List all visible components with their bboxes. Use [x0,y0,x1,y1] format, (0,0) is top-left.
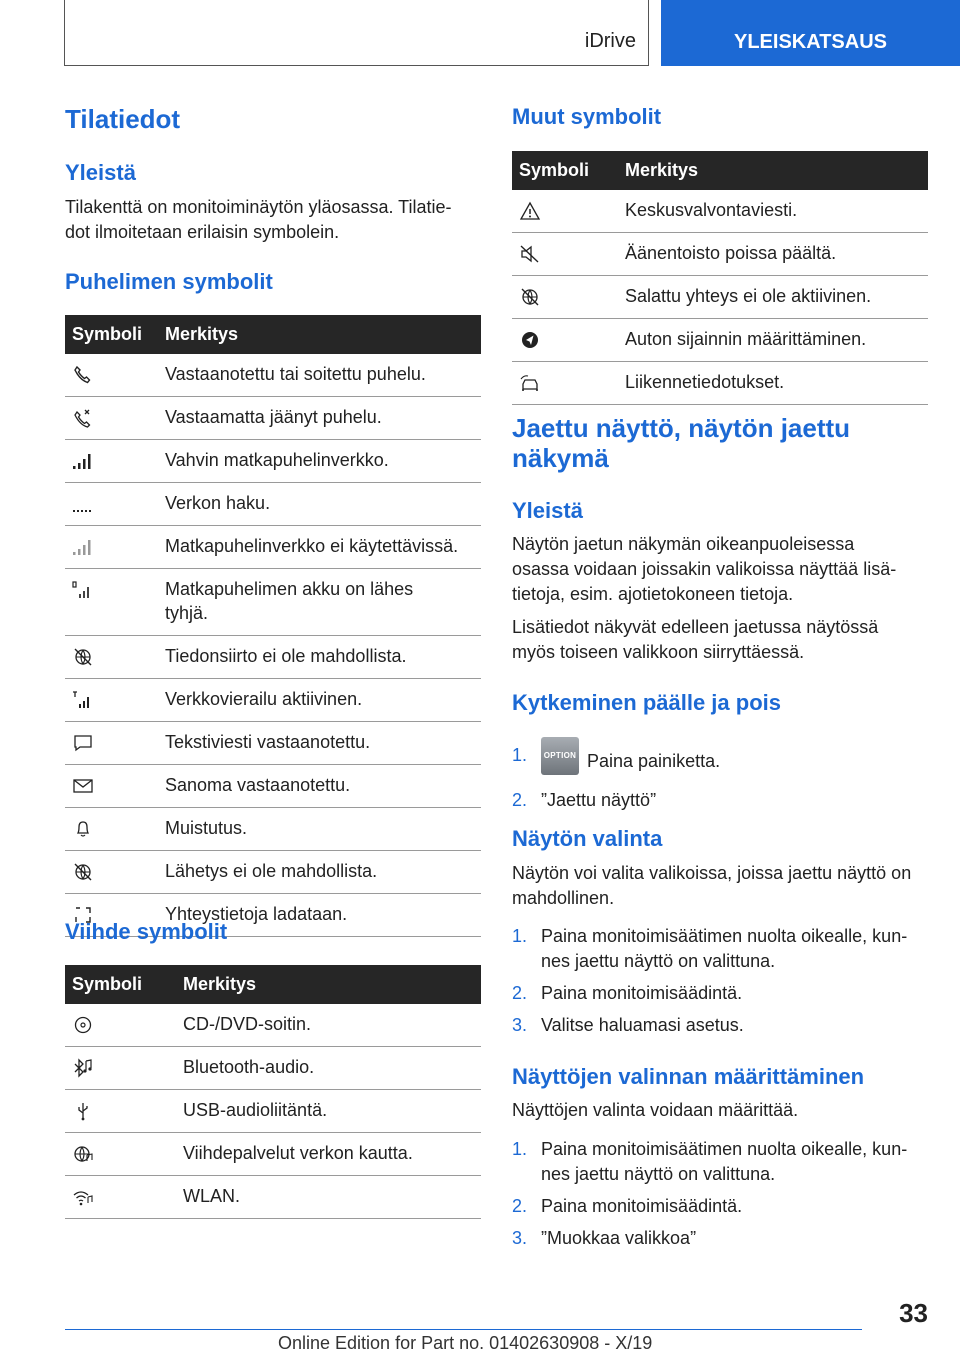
heading-yleista-right: Yleistä [512,498,583,523]
row-meaning: Keskusvalvontaviesti. [618,190,928,233]
row-meaning: Lähetys ei ole mahdollista. [158,851,481,894]
table-row [65,440,481,483]
text-message-icon [72,733,94,753]
option-button[interactable]: OPTION [541,737,579,775]
col-header-symbol: Symboli [65,965,176,1004]
phone-symbols-table [65,315,481,937]
table-row [65,397,481,440]
table-row [65,636,481,679]
network-search-icon [72,494,94,514]
heading-define-selection: Näyttöjen valinnan määrittäminen [512,1064,865,1089]
footer-edition: Online Edition for Part no. 01402630908 - X/19 [278,1333,653,1353]
send-unavailable-icon [72,862,94,882]
entertainment-symbols-table [65,965,481,1219]
data-unavailable-icon [72,647,94,667]
heading-yleista: Yleistä [65,160,136,185]
row-meaning: Bluetooth-audio. [176,1047,481,1090]
header-frame [64,0,649,66]
paragraph-split-info: Näytön jaetun näkymän oikeanpuoleisessa osassa voidaan joissakin valikoissa näyttää lisä- tietoja, esim. ajotietokoneen tietoja. [512,534,897,604]
table-row [65,483,481,526]
table-row [65,851,481,894]
list-item: 1. Paina monitoimisäätimen nuolta oikealle, kun- nes jaettu näyttö on valittuna. [512,1139,908,1184]
row-meaning: Äänentoisto poissa päältä. [618,233,928,276]
row-meaning: Vastaamatta jäänyt puhelu. [158,397,481,440]
heading-on-off: Kytkeminen päälle ja pois [512,690,781,715]
row-meaning: Liikennetiedotukset. [618,362,928,405]
row-meaning: Auton sijainnin määrittäminen. [618,319,928,362]
page-title: Tilatiedot [65,104,181,134]
col-header-meaning: Merkitys [176,965,481,1004]
paragraph-intro: Tilakenttä on monitoiminäytön yläosassa. Tilatie- dot ilmoitetaan erilaisin symbolein. [65,197,452,242]
row-meaning: Sanoma vastaanotettu. [158,765,481,808]
row-meaning: Verkkovierailu aktiivinen. [158,679,481,722]
table-row [512,319,928,362]
list-item: 2. Paina monitoimisäädintä. [512,983,743,1003]
list-item: 1. Paina monitoimisäätimen nuolta oikealle, kun- nes jaettu näyttö on valittuna. [512,926,908,971]
table-row [512,362,928,405]
envelope-icon [72,776,94,796]
footer-divider [65,1329,862,1330]
page-number: 33 [899,1298,928,1328]
warning-triangle-icon [519,201,541,221]
table-row [65,526,481,569]
bluetooth-audio-icon [72,1058,94,1078]
table-row [65,765,481,808]
row-meaning: Vastaanotettu tai soitettu puhelu. [158,354,481,397]
list-item: 2. Paina monitoimisäädintä. [512,1196,743,1216]
table-row [65,1176,481,1219]
table-row [65,1004,481,1047]
heading-other-symbols: Muut symbolit [512,104,662,129]
row-meaning: Muistutus. [158,808,481,851]
define-selection-steps [512,1137,928,1258]
list-item: 3. ”Muokkaa valikkoa” [512,1228,697,1248]
list-item: 2. ”Jaettu näyttö” [512,790,657,810]
table-row [65,1047,481,1090]
signal-unavailable-icon [72,537,94,557]
bell-icon [72,819,94,839]
paragraph-screen-selection: Näytön voi valita valikoissa, joissa jaettu näyttö on mahdollinen. [512,863,912,908]
table-row [512,190,928,233]
table-row [65,679,481,722]
row-meaning: Salattu yhteys ei ole aktiivinen. [618,276,928,319]
encrypted-off-icon [519,287,541,307]
row-meaning: Tiedonsiirto ei ole mahdollista. [158,636,481,679]
col-header-symbol: Symboli [512,151,618,190]
row-meaning: Vahvin matkapuhelinverkko. [158,440,481,483]
table-row [65,722,481,765]
speaker-muted-icon [519,244,541,264]
row-meaning: Matkapuhelimen akku on lähes tyhjä. [158,569,481,636]
usb-icon [72,1101,94,1121]
battery-low-icon [72,580,94,600]
roaming-icon [72,690,94,710]
paragraph-define-selection: Näyttöjen valinta voidaan määrittää. [512,1100,799,1120]
online-entertainment-icon [72,1144,94,1164]
table-row [65,1090,481,1133]
chapter-tab: YLEISKATSAUS [661,0,960,66]
table-row [65,354,481,397]
table-row [65,808,481,851]
table-row [512,233,928,276]
heading-screen-selection: Näytön valinta [512,826,663,851]
screen-selection-steps [512,924,928,1045]
heading-phone-symbols: Puhelimen symbolit [65,269,273,294]
row-meaning: USB-audioliitäntä. [176,1090,481,1133]
section-title: iDrive [584,30,636,52]
missed-call-icon [72,408,94,428]
table-row [65,569,481,636]
row-meaning: Viihdepalvelut verkon kautta. [176,1133,481,1176]
wlan-icon [72,1187,94,1207]
table-row [65,1133,481,1176]
row-meaning: Verkon haku. [158,483,481,526]
signal-strong-icon [72,451,94,471]
row-meaning: WLAN. [176,1176,481,1219]
table-row [512,276,928,319]
phone-handset-icon [72,365,94,385]
location-icon [519,330,541,350]
traffic-info-icon [519,373,541,393]
disc-icon [72,1015,94,1035]
on-off-steps [512,743,928,820]
list-item: 1. OPTION Paina painiketta. [512,743,928,781]
paragraph-split-persist: Lisätiedot näkyvät edelleen jaetussa näytössä myös toiseen valikkoon siirryttäessä. [512,617,879,662]
row-meaning: Matkapuhelinverkko ei käytettävissä. [158,526,481,569]
row-meaning: Yhteystietoja ladataan. [158,894,481,937]
other-symbols-table [512,151,928,405]
list-item: 3. Valitse haluamasi asetus. [512,1015,744,1035]
col-header-meaning: Merkitys [158,315,481,354]
row-meaning: Tekstiviesti vastaanotettu. [158,722,481,765]
col-header-meaning: Merkitys [618,151,928,190]
col-header-symbol: Symboli [65,315,158,354]
heading-split-screen: Jaettu näyttö, näytön jaettu näkymä [512,413,851,473]
row-meaning: CD-/DVD-soitin. [176,1004,481,1047]
heading-entertainment-symbols: Viihde symbolit [65,919,228,944]
